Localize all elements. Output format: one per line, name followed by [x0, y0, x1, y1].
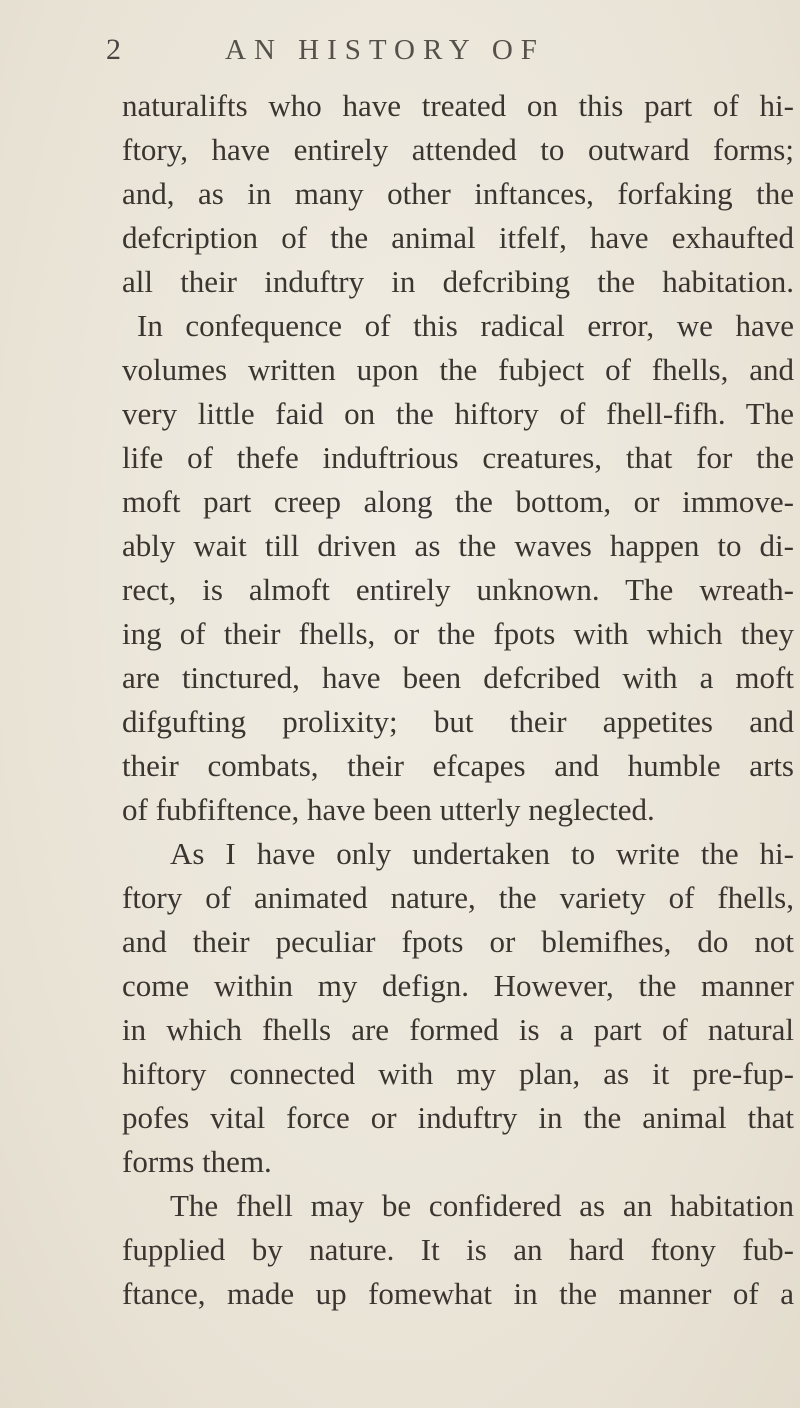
text-line: come within my defign. However, the manner: [122, 968, 794, 1003]
text-line: defcription of the animal itfelf, have exhaufted: [122, 220, 794, 255]
paragraph-first-line: As I have only undertaken to write the hi-: [170, 836, 794, 871]
text-line: pofes vital force or induftry in the animal that: [122, 1100, 794, 1135]
text-line: ing of their fhells, or the fpots with which they: [122, 616, 794, 651]
text-line: ftance, made up fomewhat in the manner of a: [122, 1276, 794, 1311]
paragraph-last-line: of fubfiftence, have been utterly neglected.: [122, 792, 655, 827]
text-line: and their peculiar fpots or blemifhes, do not: [122, 924, 794, 959]
paragraph-first-line: The fhell may be confidered as an habitation: [170, 1188, 794, 1223]
page-number: 2: [106, 33, 121, 66]
text-line: ftory of animated nature, the variety of fhells,: [122, 880, 794, 915]
text-line: hiftory connected with my plan, as it pre-fup-: [122, 1056, 794, 1091]
paragraph-last-line: forms them.: [122, 1144, 272, 1179]
text-line: rect, is almoft entirely unknown. The wreath-: [122, 572, 794, 607]
text-line: are tinctured, have been defcribed with a moft: [122, 660, 794, 695]
paragraph-first-line: In confequence of this radical error, we have: [137, 308, 794, 343]
text-line: ably wait till driven as the waves happen to di-: [122, 528, 794, 563]
text-line: naturalifts who have treated on this part of hi-: [122, 88, 794, 123]
running-head: [0, 30, 800, 70]
text-line: their combats, their efcapes and humble arts: [122, 748, 794, 783]
text-line: very little faid on the hiftory of fhell-fifh. The: [122, 396, 794, 431]
text-line: fupplied by nature. It is an hard ftony fub-: [122, 1232, 794, 1267]
text-line: and, as in many other inftances, forfaking the: [122, 176, 794, 211]
text-line: difgufting prolixity; but their appetites and: [122, 704, 794, 739]
text-line: volumes written upon the fubject of fhells, and: [122, 352, 794, 387]
text-line: in which fhells are formed is a part of natural: [122, 1012, 794, 1047]
text-line: all their induftry in defcribing the habitation.: [122, 264, 794, 299]
text-line: moft part creep along the bottom, or immove-: [122, 484, 794, 519]
text-line: life of thefe induftrious creatures, that for the: [122, 440, 794, 475]
text-line: ftory, have entirely attended to outward forms;: [122, 132, 794, 167]
running-head-title: AN HISTORY OF: [225, 34, 545, 66]
